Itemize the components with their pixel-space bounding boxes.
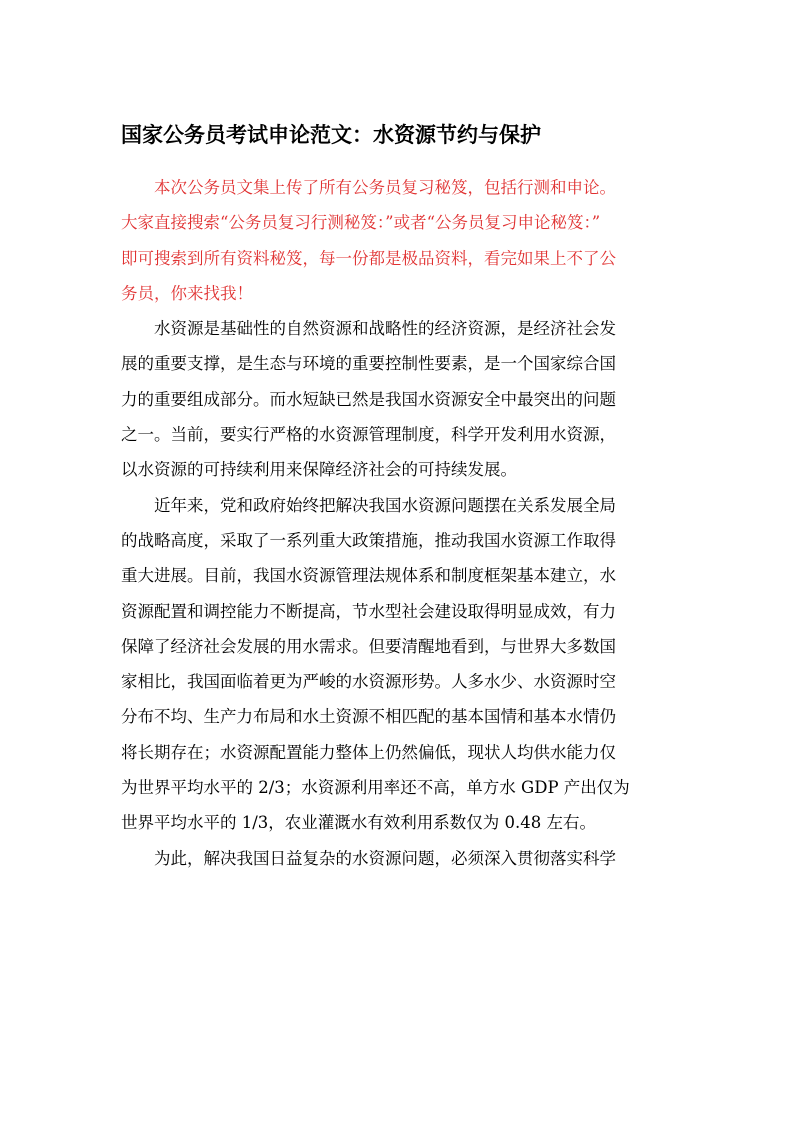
text-line: 本次公务员文集上传了所有公务员复习秘笈，包括行测和申论。: [154, 178, 616, 197]
text-line: 保障了经济社会发展的用水需求。但要清醒地看到，与世界大多数国: [121, 636, 616, 656]
text-line: 即可搜索到所有资料秘笈，每一份都是极品资料，看完如果上不了公: [121, 248, 616, 268]
text-line: 之一。当前，要实行严格的水资源管理制度，科学开发利用水资源，: [121, 425, 616, 445]
text-line: 将长期存在；水资源配置能力整体上仍然偏低，现状人均供水能力仅: [121, 742, 616, 762]
text-line: 的战略高度，采取了一系列重大政策措施，推动我国水资源工作取得: [121, 530, 616, 550]
text-line: 为世界平均水平的 2/3；水资源利用率还不高，单方水 GDP 产出仅为: [121, 778, 630, 798]
document-body: [121, 170, 676, 876]
text-line: 家相比，我国面临着更为严峻的水资源形势。人多水少、水资源时空: [121, 672, 616, 692]
text-line: 大家直接搜索“公务员复习行测秘笈：”或者“公务员复习申论秘笈：”: [121, 213, 601, 233]
body-paragraph: [121, 841, 676, 876]
body-paragraph: [121, 311, 676, 487]
text-line: 世界平均水平的 1/3，农业灌溉水有效利用系数仅为 0.48 左右。: [121, 813, 597, 833]
text-line: 为此，解决我国日益复杂的水资源问题，必须深入贯彻落实科学: [154, 848, 616, 868]
text-line: 以水资源的可持续利用来保障经济社会的可持续发展。: [121, 460, 517, 480]
text-line: 分布不均、生产力布局和水土资源不相匹配的基本国情和基本水情仍: [121, 707, 616, 727]
text-line: 力的重要组成部分。而水短缺已然是我国水资源安全中最突出的问题: [121, 389, 616, 409]
text-line: 重大进展。目前，我国水资源管理法规体系和制度框架基本建立，水: [121, 566, 616, 586]
notice-paragraph: [121, 170, 676, 311]
text-line: 资源配置和调控能力不断提高，节水型社会建设取得明显成效，有力: [121, 601, 616, 621]
body-paragraph: [121, 488, 676, 841]
text-line: 水资源是基础性的自然资源和战略性的经济资源，是经济社会发: [154, 319, 616, 339]
text-line: 务员，你来找我！: [121, 283, 253, 303]
text-line: 近年来，党和政府始终把解决我国水资源问题摆在关系发展全局: [154, 495, 616, 515]
document-title: 国家公务员考试申论范文：水资源节约与保护: [121, 123, 541, 147]
text-line: 展的重要支撑，是生态与环境的重要控制性要素，是一个国家综合国: [121, 354, 616, 374]
